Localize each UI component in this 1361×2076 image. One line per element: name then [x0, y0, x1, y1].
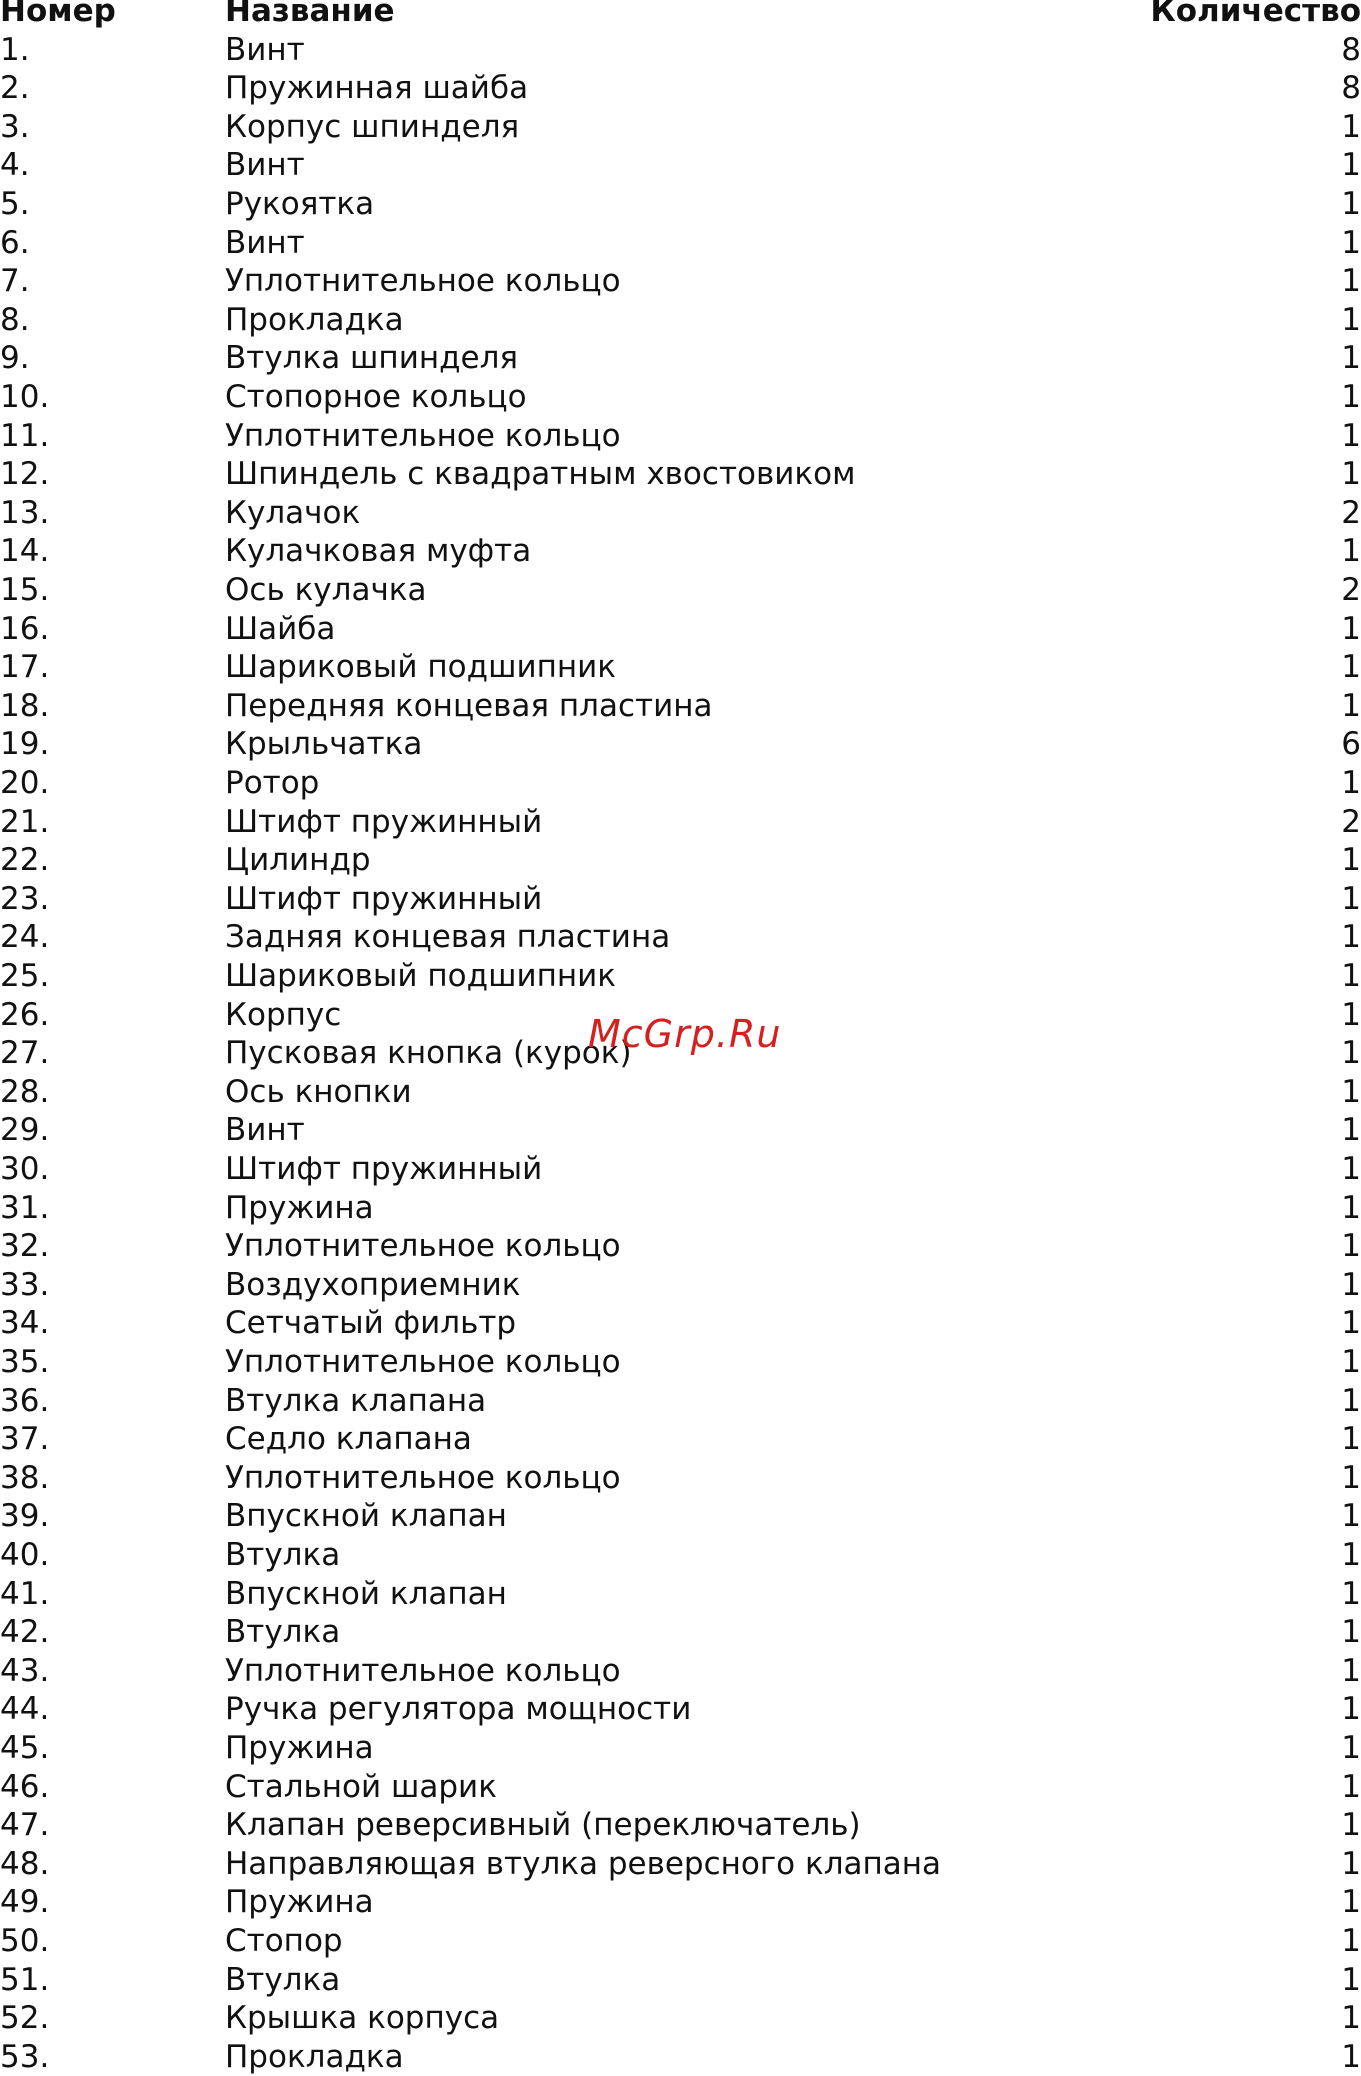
row-quantity: 1	[1341, 456, 1361, 493]
table-row	[0, 1690, 1361, 1729]
row-name: Уплотнительное кольцо	[225, 1228, 621, 1265]
row-number: 50.	[0, 1923, 50, 1959]
row-name: Направляющая втулка реверсного клапана	[225, 1845, 942, 1882]
row-number: 15.	[0, 572, 50, 608]
table-row	[0, 108, 1361, 147]
row-name: Крыльчатка	[225, 726, 423, 763]
row-quantity: 1	[1341, 687, 1361, 724]
row-quantity: 1	[1341, 417, 1361, 454]
row-quantity: 1	[1341, 108, 1361, 145]
row-number: 11.	[0, 417, 50, 454]
row-quantity: 8	[1341, 70, 1361, 107]
table-row	[0, 378, 1361, 417]
row-number: 18.	[0, 687, 50, 724]
row-quantity: 1	[1341, 533, 1361, 570]
table-row	[0, 1768, 1361, 1807]
row-name: Задняя концевая пластина	[225, 919, 671, 956]
row-quantity: 2	[1341, 803, 1361, 840]
row-number: 3.	[0, 108, 30, 145]
table-row	[0, 1189, 1361, 1228]
row-quantity: 1	[1341, 1266, 1361, 1303]
row-quantity: 1	[1341, 2000, 1361, 2037]
row-quantity: 1	[1341, 186, 1361, 222]
row-name: Пружина	[225, 1730, 374, 1766]
row-quantity: 1	[1341, 1035, 1361, 1072]
row-name: Уплотнительное кольцо	[225, 417, 621, 454]
row-number: 9.	[0, 340, 30, 377]
row-name: Винт	[225, 1112, 305, 1149]
row-number: 21.	[0, 803, 50, 840]
row-name: Втулка клапана	[225, 1382, 487, 1419]
row-name: Винт	[225, 224, 305, 261]
row-number: 42.	[0, 1614, 50, 1651]
row-quantity: 1	[1341, 996, 1361, 1033]
row-number: 13.	[0, 494, 50, 531]
watermark: McGrp.Ru	[588, 1012, 782, 1056]
row-number: 29.	[0, 1112, 50, 1149]
row-name: Штифт пружинный	[225, 1151, 543, 1187]
table-row	[0, 1961, 1361, 2000]
row-name: Прокладка	[225, 301, 404, 338]
row-name: Седло клапана	[225, 1421, 472, 1458]
row-name: Уплотнительное кольцо	[225, 1459, 621, 1496]
row-name: Втулка	[225, 1961, 341, 1998]
row-name: Втулка	[225, 1537, 341, 1573]
row-name: Пружина	[225, 1884, 374, 1921]
row-name: Ось кулачка	[225, 572, 427, 608]
row-number: 1.	[0, 31, 30, 68]
row-quantity: 1	[1341, 1459, 1361, 1496]
row-name: Впускной клапан	[225, 1498, 507, 1535]
table-row	[0, 1922, 1361, 1961]
row-number: 23.	[0, 880, 50, 917]
table-row	[0, 880, 1361, 919]
row-quantity: 1	[1341, 610, 1361, 647]
row-quantity: 1	[1341, 147, 1361, 184]
table-row	[0, 1382, 1361, 1421]
row-number: 38.	[0, 1459, 50, 1496]
table-row	[0, 1497, 1361, 1536]
table-row	[0, 185, 1361, 224]
row-quantity: 1	[1341, 1498, 1361, 1535]
table-row	[0, 764, 1361, 803]
row-number: 43.	[0, 1652, 50, 1689]
row-name: Шариковый подшипник	[225, 958, 616, 994]
row-number: 4.	[0, 147, 30, 184]
row-number: 34.	[0, 1305, 50, 1342]
row-quantity: 1	[1341, 1961, 1361, 1998]
row-quantity: 1	[1341, 1344, 1361, 1380]
row-quantity: 1	[1341, 1730, 1361, 1766]
table-row	[0, 571, 1361, 610]
table-row	[0, 224, 1361, 263]
row-name: Передняя концевая пластина	[225, 687, 713, 724]
table-row	[0, 1227, 1361, 1266]
row-name: Пружинная шайба	[225, 70, 529, 107]
table-row	[0, 1999, 1361, 2038]
table-row	[0, 841, 1361, 880]
row-number: 26.	[0, 996, 50, 1033]
row-quantity: 1	[1341, 1073, 1361, 1110]
table-row	[0, 1729, 1361, 1768]
row-name: Шариковый подшипник	[225, 649, 616, 686]
row-name: Кулачок	[225, 494, 361, 531]
row-quantity: 1	[1341, 1112, 1361, 1149]
table-row	[0, 648, 1361, 687]
row-number: 10.	[0, 379, 50, 415]
row-name: Пружина	[225, 1189, 374, 1226]
row-number: 36.	[0, 1382, 50, 1419]
row-name: Кулачковая муфта	[225, 533, 532, 570]
row-number: 5.	[0, 186, 30, 222]
row-quantity: 1	[1341, 842, 1361, 879]
table-row	[0, 532, 1361, 571]
row-name: Шайба	[225, 610, 336, 647]
row-quantity: 1	[1341, 919, 1361, 956]
row-name: Винт	[225, 147, 305, 184]
row-name: Шпиндель с квадратным хвостовиком	[225, 456, 856, 493]
row-number: 32.	[0, 1228, 50, 1265]
row-name: Воздухоприемник	[225, 1266, 521, 1303]
row-number: 45.	[0, 1730, 50, 1766]
row-quantity: 2	[1341, 494, 1361, 531]
table-row	[0, 1343, 1361, 1382]
row-quantity: 1	[1341, 379, 1361, 415]
row-quantity: 1	[1341, 301, 1361, 338]
table-row	[0, 2038, 1361, 2076]
row-number: 24.	[0, 919, 50, 956]
table-row	[0, 455, 1361, 494]
table-row	[0, 301, 1361, 340]
row-name: Штифт пружинный	[225, 803, 543, 840]
row-name: Уплотнительное кольцо	[225, 1344, 621, 1380]
row-quantity: 1	[1341, 649, 1361, 686]
row-number: 47.	[0, 1807, 50, 1844]
table-row	[0, 1111, 1361, 1150]
row-name: Уплотнительное кольцо	[225, 1652, 621, 1689]
row-number: 39.	[0, 1498, 50, 1535]
row-number: 28.	[0, 1073, 50, 1110]
row-number: 25.	[0, 958, 50, 994]
row-name: Стопор	[225, 1923, 343, 1959]
table-row	[0, 262, 1361, 301]
row-name: Прокладка	[225, 2038, 404, 2075]
row-number: 22.	[0, 842, 50, 879]
row-quantity: 1	[1341, 765, 1361, 801]
row-quantity: 1	[1341, 1923, 1361, 1959]
table-row	[0, 957, 1361, 996]
table-row	[0, 1883, 1361, 1922]
table-row	[0, 1845, 1361, 1884]
row-quantity: 1	[1341, 1614, 1361, 1651]
table-row	[0, 494, 1361, 533]
row-number: 20.	[0, 765, 50, 801]
row-number: 53.	[0, 2038, 50, 2075]
row-quantity: 1	[1341, 224, 1361, 261]
table-row	[0, 918, 1361, 957]
row-number: 40.	[0, 1537, 50, 1573]
table-row	[0, 1459, 1361, 1498]
table-row	[0, 725, 1361, 764]
row-name: Впускной клапан	[225, 1575, 507, 1612]
row-quantity: 1	[1341, 1807, 1361, 1844]
row-quantity: 1	[1341, 1151, 1361, 1187]
row-quantity: 1	[1341, 1884, 1361, 1921]
row-name: Стальной шарик	[225, 1768, 497, 1805]
row-number: 12.	[0, 456, 50, 493]
table-row	[0, 1304, 1361, 1343]
row-quantity: 1	[1341, 1768, 1361, 1805]
row-number: 52.	[0, 2000, 50, 2037]
table-row	[0, 803, 1361, 842]
row-number: 27.	[0, 1035, 50, 1072]
table-row	[0, 1266, 1361, 1305]
header-quantity: Количество	[1150, 0, 1361, 29]
row-number: 37.	[0, 1421, 50, 1458]
row-number: 33.	[0, 1266, 50, 1303]
row-quantity: 1	[1341, 1382, 1361, 1419]
row-name: Втулка	[225, 1614, 341, 1651]
row-name: Сетчатый фильтр	[225, 1305, 517, 1342]
row-name: Уплотнительное кольцо	[225, 263, 621, 300]
row-name: Стопорное кольцо	[225, 379, 527, 415]
row-quantity: 1	[1341, 1575, 1361, 1612]
row-name: Ручка регулятора мощности	[225, 1691, 692, 1728]
table-row	[0, 146, 1361, 185]
row-name: Клапан реверсивный (переключатель)	[225, 1807, 861, 1844]
row-name: Ось кнопки	[225, 1073, 412, 1110]
row-number: 48.	[0, 1845, 50, 1882]
row-number: 30.	[0, 1151, 50, 1187]
table-row	[0, 1613, 1361, 1652]
table-row	[0, 1420, 1361, 1459]
table-header-row	[0, 0, 1361, 31]
row-quantity: 1	[1341, 1845, 1361, 1882]
row-number: 46.	[0, 1768, 50, 1805]
header-number: Номер	[0, 0, 116, 29]
table-row	[0, 687, 1361, 726]
row-quantity: 6	[1341, 726, 1361, 763]
row-quantity: 1	[1341, 1189, 1361, 1226]
row-number: 8.	[0, 301, 30, 338]
row-quantity: 8	[1341, 31, 1361, 68]
row-name: Рукоятка	[225, 186, 375, 222]
table-row	[0, 1150, 1361, 1189]
row-number: 16.	[0, 610, 50, 647]
row-number: 19.	[0, 726, 50, 763]
row-name: Крышка корпуса	[225, 2000, 500, 2037]
table-row	[0, 69, 1361, 108]
row-quantity: 2	[1341, 572, 1361, 608]
table-row	[0, 339, 1361, 378]
table-row	[0, 1652, 1361, 1691]
table-row	[0, 417, 1361, 456]
row-name: Цилиндр	[225, 842, 371, 879]
row-name: Винт	[225, 31, 305, 68]
row-name: Корпус	[225, 996, 342, 1033]
table-row	[0, 1575, 1361, 1614]
row-name: Ротор	[225, 765, 320, 801]
row-number: 49.	[0, 1884, 50, 1921]
table-row	[0, 1073, 1361, 1112]
row-quantity: 1	[1341, 1421, 1361, 1458]
row-number: 44.	[0, 1691, 50, 1728]
row-quantity: 1	[1341, 1228, 1361, 1265]
row-quantity: 1	[1341, 263, 1361, 300]
row-number: 31.	[0, 1189, 50, 1226]
row-number: 35.	[0, 1344, 50, 1380]
row-number: 41.	[0, 1575, 50, 1612]
row-quantity: 1	[1341, 1652, 1361, 1689]
row-quantity: 1	[1341, 340, 1361, 377]
row-number: 6.	[0, 224, 30, 261]
row-quantity: 1	[1341, 880, 1361, 917]
row-number: 2.	[0, 70, 30, 107]
row-name: Втулка шпинделя	[225, 340, 519, 377]
row-quantity: 1	[1341, 958, 1361, 994]
row-number: 7.	[0, 263, 30, 300]
row-quantity: 1	[1341, 1537, 1361, 1573]
row-number: 17.	[0, 649, 50, 686]
row-name: Штифт пружинный	[225, 880, 543, 917]
table-row	[0, 610, 1361, 649]
table-row	[0, 31, 1361, 70]
row-quantity: 1	[1341, 1305, 1361, 1342]
row-quantity: 1	[1341, 2038, 1361, 2075]
row-name: Пусковая кнопка (курок)	[225, 1035, 632, 1072]
table-row	[0, 1806, 1361, 1845]
row-quantity: 1	[1341, 1691, 1361, 1728]
row-name: Корпус шпинделя	[225, 108, 520, 145]
table-row	[0, 1536, 1361, 1575]
header-name: Название	[225, 0, 395, 29]
row-number: 14.	[0, 533, 50, 570]
row-number: 51.	[0, 1961, 50, 1998]
